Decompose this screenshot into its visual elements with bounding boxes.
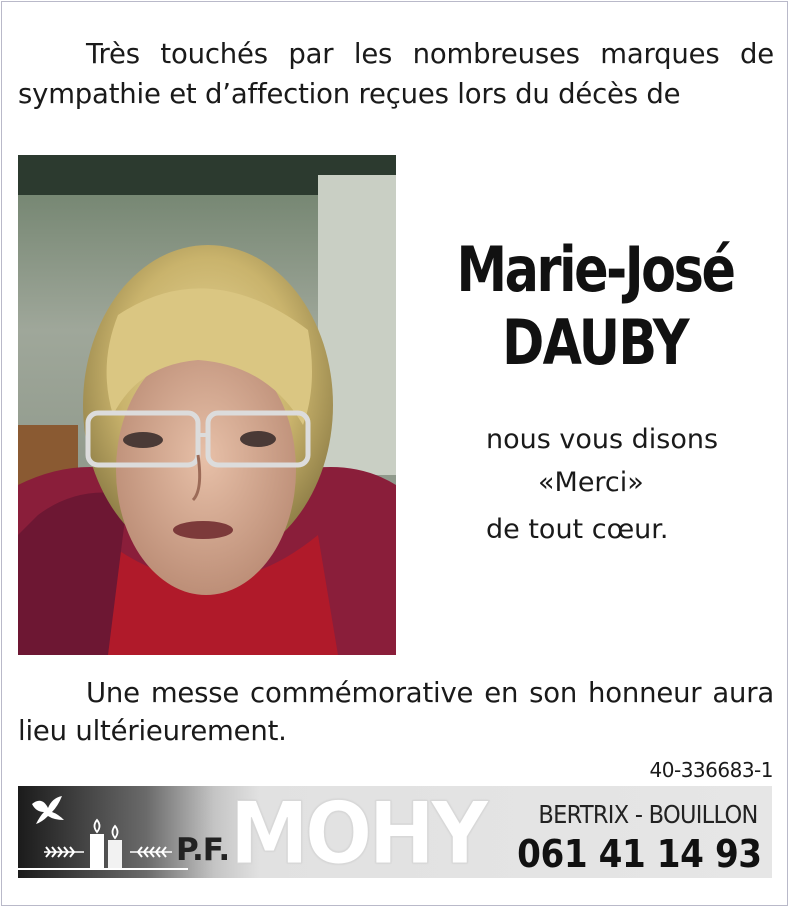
banner-divider	[18, 868, 188, 870]
thanks-line-3: de tout cœur.	[486, 514, 669, 545]
candles-icon	[38, 816, 178, 872]
intro-text: Très touchés par les nombreuses marques de sympathie et d’affection reçues lors du décès de	[18, 38, 774, 110]
funeral-home-locations: BERTRIX - BOUILLON	[538, 800, 758, 829]
messe-text: Une messe commémorative en son honneur aura lieu ultérieurement.	[18, 677, 774, 747]
funeral-home-phone: 061 41 14 93	[517, 832, 762, 876]
thanks-line-2: «Merci»	[538, 467, 644, 498]
deceased-name	[420, 232, 770, 378]
reference-number: 40-336683-1	[649, 758, 773, 782]
portrait-photo	[18, 155, 396, 655]
thanks-line-1: nous vous disons	[486, 424, 719, 455]
first-name: Marie-José	[456, 233, 734, 306]
intro-paragraph	[18, 34, 774, 114]
funeral-home-name: MOHY	[230, 784, 485, 884]
portrait-image	[18, 155, 396, 655]
messe-paragraph	[18, 674, 774, 750]
funeral-home-banner	[18, 784, 772, 884]
funeral-home-prefix: P.F.	[176, 832, 230, 868]
last-name: DAUBY	[502, 306, 688, 379]
